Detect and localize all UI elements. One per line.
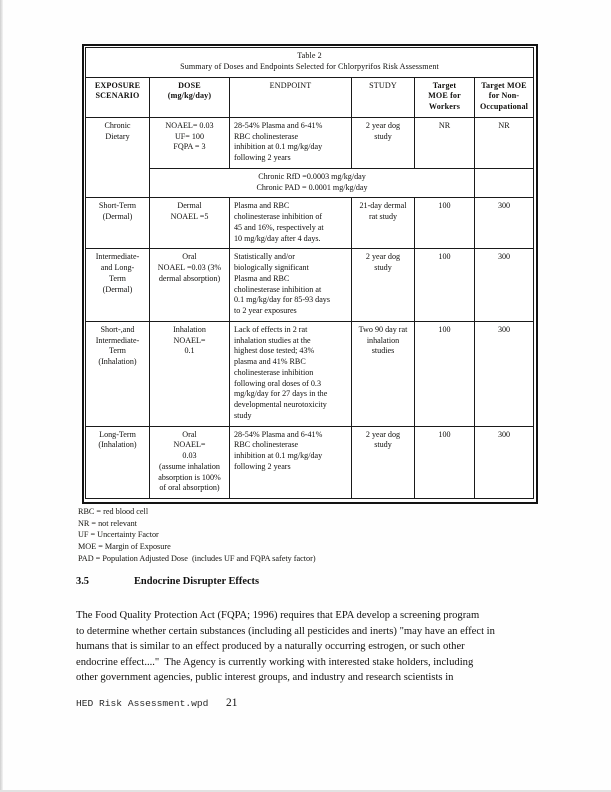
footer-filename: HED Risk Assessment.wpd bbox=[76, 698, 209, 709]
table-title-cell bbox=[86, 48, 534, 78]
header-exposure-scenario-l2: SCENARIO bbox=[95, 91, 140, 101]
cell-dose: NOAEL= 0.03 UF= 100 FQPA = 3 bbox=[150, 117, 230, 168]
header-endpoint: ENDPOINT bbox=[230, 77, 352, 117]
table-row bbox=[86, 321, 534, 426]
table-footnotes: RBC = red blood cell NR = not relevant UF = Uncertainty Factor MOE = Margin of Exposure PAD = Population Adjusted Dose (includes UF and FQPA safety factor) bbox=[78, 507, 316, 563]
table-row bbox=[86, 198, 534, 249]
table-header-row bbox=[86, 77, 534, 117]
header-dose-l1: DOSE bbox=[178, 80, 201, 90]
cell-dose: Dermal NOAEL =5 bbox=[150, 198, 230, 249]
cell-chronic-rfd-pad bbox=[150, 168, 475, 198]
header-moe-workers bbox=[415, 77, 475, 117]
table-title-line2: Summary of Doses and Endpoints Selected for Chlorpyrifos Risk Assessment bbox=[180, 61, 439, 71]
header-moe-nonocc-l1: Target MOE bbox=[481, 80, 527, 90]
body-paragraph: The Food Quality Protection Act (FQPA; 1996) requires that EPA develop a screening program to determine whether certain substances (including all pesticides and inerts) "may have an effect in humans that is similar to an effect produced by a naturally occurring estrogen, or such other endocrine effect...." The Agency is currently working with interested stake holders, including other government agencies, public interest groups, and industry and research scientists in bbox=[76, 610, 495, 684]
table-title-row bbox=[86, 48, 534, 78]
cell-study: 21-day dermal rat study bbox=[352, 198, 415, 249]
table-2 bbox=[85, 47, 534, 499]
cell-scenario: Long-Term (Inhalation) bbox=[86, 426, 150, 499]
cell-endpoint: 28-54% Plasma and 6-41% RBC cholinesterase inhibition at 0.1 mg/kg/day following 2 years bbox=[230, 117, 352, 168]
cell-rfd-blank bbox=[475, 168, 534, 198]
header-moe-workers-l2: MOE for bbox=[428, 91, 461, 101]
cell-moe-workers: 100 bbox=[415, 321, 475, 426]
cell-study: Two 90 day rat inhalation studies bbox=[352, 321, 415, 426]
cell-scenario: Intermediate- and Long- Term (Dermal) bbox=[86, 249, 150, 322]
table-2-container bbox=[85, 47, 533, 499]
cell-study: 2 year dog study bbox=[352, 426, 415, 499]
cell-moe-nonoccupational: NR bbox=[475, 117, 534, 168]
header-moe-nonocc-l2: for Non- bbox=[488, 91, 520, 101]
table-row bbox=[86, 249, 534, 322]
cell-scenario: Chronic Dietary bbox=[86, 117, 150, 198]
chronic-rfd-line: Chronic RfD =0.0003 mg/kg/day bbox=[258, 171, 366, 181]
header-moe-nonocc-l3: Occupational bbox=[479, 102, 529, 111]
chronic-pad-line: Chronic PAD = 0.0001 mg/kg/day bbox=[256, 182, 368, 192]
cell-study: 2 year dog study bbox=[352, 249, 415, 322]
cell-moe-workers: 100 bbox=[415, 426, 475, 499]
section-number: 3.5 bbox=[76, 576, 89, 587]
cell-endpoint: Lack of effects in 2 rat inhalation studies at the highest dose tested; 43% plasma and 41% RBC cholinesterase inhibition following oral doses of 0.3 mg/kg/day for 27 days in the developmental neurotoxicity study bbox=[230, 321, 352, 426]
cell-scenario: Short-Term (Dermal) bbox=[86, 198, 150, 249]
cell-study: 2 year dog study bbox=[352, 117, 415, 168]
section-heading bbox=[76, 576, 259, 587]
footer-page-number: 21 bbox=[226, 697, 238, 709]
cell-moe-nonoccupational: 300 bbox=[475, 426, 534, 499]
header-moe-nonoccupational bbox=[475, 77, 534, 117]
header-moe-workers-l1: Target bbox=[432, 80, 457, 90]
cell-moe-nonoccupational: 300 bbox=[475, 198, 534, 249]
section-title: Endocrine Disrupter Effects bbox=[134, 576, 260, 587]
cell-endpoint: Plasma and RBC cholinesterase inhibition of 45 and 16%, respectively at 10 mg/kg/day after 4 days. bbox=[230, 198, 352, 249]
cell-dose: Oral NOAEL= 0.03 (assume inhalation absorption is 100% of oral absorption) bbox=[150, 426, 230, 499]
page-left-edge bbox=[0, 0, 3, 792]
header-dose-l2: (mg/kg/day) bbox=[167, 91, 212, 101]
cell-scenario: Short-,and Intermediate- Term (Inhalation) bbox=[86, 321, 150, 426]
table-row bbox=[86, 117, 534, 168]
header-dose bbox=[150, 77, 230, 117]
cell-moe-nonoccupational: 300 bbox=[475, 321, 534, 426]
header-exposure-scenario-l1: EXPOSURE bbox=[94, 80, 141, 90]
header-study: STUDY bbox=[352, 77, 415, 117]
cell-moe-nonoccupational: 300 bbox=[475, 249, 534, 322]
table-row bbox=[86, 426, 534, 499]
cell-dose: Oral NOAEL =0.03 (3% dermal absorption) bbox=[150, 249, 230, 322]
cell-endpoint: Statistically and/or biologically significant Plasma and RBC cholinesterase inhibition at 0.1 mg/kg/day for 85-93 days to 2 year exposures bbox=[230, 249, 352, 322]
cell-dose: Inhalation NOAEL= 0.1 bbox=[150, 321, 230, 426]
cell-moe-workers: NR bbox=[415, 117, 475, 168]
cell-endpoint: 28-54% Plasma and 6-41% RBC cholinesterase inhibition at 0.1 mg/kg/day following 2 years bbox=[230, 426, 352, 499]
cell-moe-workers: 100 bbox=[415, 198, 475, 249]
header-exposure-scenario bbox=[86, 77, 150, 117]
table-rfd-row bbox=[86, 168, 534, 198]
table-title-line1: Table 2 bbox=[297, 51, 322, 60]
header-moe-workers-l3: Workers bbox=[428, 102, 461, 111]
cell-moe-workers: 100 bbox=[415, 249, 475, 322]
